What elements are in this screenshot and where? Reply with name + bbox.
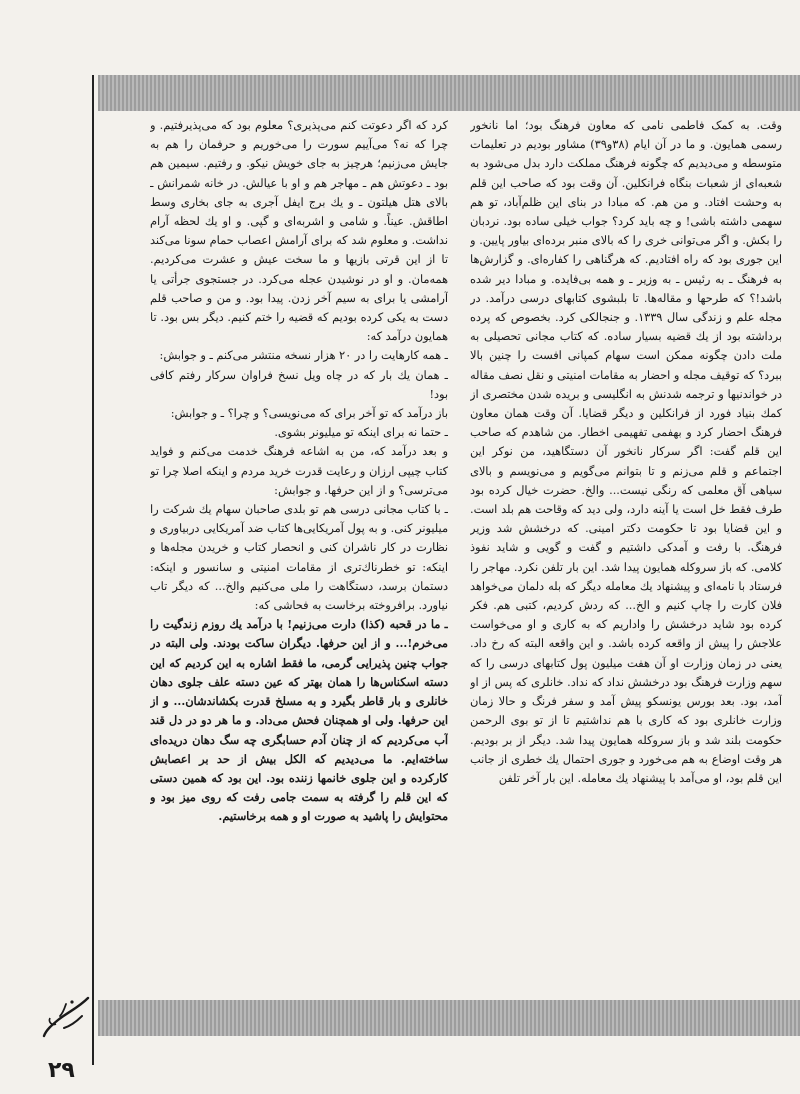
paragraph: ـ با کتاب مجانی درسی هم تو بلدی صاحبان سهام یك شرکت را میلیونر کنی. و به پول آمریکایی‌ها کتاب ضد آمریکایی دربیاوری و نظارت در کار ناشران کنی و انحصار کتاب و خریدن مجله‌ها و اینکه: تو خطرناك‌تری از مقامات امنیتی و سانسور و اینکه: دستمان برسد، دستگاهت را ملی می‌کنیم والخ... که دیگر تاب نیاورد. برافروخته برخاست به فحاشی که: <box>150 503 448 613</box>
paragraph: کرد که اگر دعوتت کنم می‌پذیری؟ معلوم بود که می‌پذیرفتیم. و چرا که نه؟ می‌آییم سورت را می‌خوریم و حرفمان را هم به جایش می‌زنیم؛ هرچیز به جای خویش نیکو. و رفتیم. سیمین هم بود ـ دعوتش هم ـ مهاجر هم و او با عیالش. در خانه شمرانش ـ بالای هتل هیلتون ـ و یك برج ایفل آجری به جای بخاری وسط اطاقش. عیناً. و شامی و اشربه‌ای و گپی. و او یك لحظه آرام نداشت. و معلوم شد که برای آرامش اعصاب حمام سونا می‌کند تا از این قرتی بازیها و ما سخت عیش و عشرت می‌کردیم. همه‌مان. و او در نوشیدن عجله می‌کرد. در جستجوی جرأتی یا آرامشی یا برای به سیم آخر زدن. پیدا بود. و من و صاحب قلم دست به یکی کرده بودیم که قضیه را ختم کنیم. دیگر بس بود. تا همایون درآمد که: <box>150 119 448 344</box>
paragraph: ـ همه کارهایت را در ۲۰ هزار نسخه منتشر می‌کنم ـ و جوابش: <box>159 349 448 363</box>
paragraph: باز درآمد که تو آخر برای که می‌نویسی؟ و چرا؟ ـ و جوابش: <box>170 407 448 421</box>
paragraph: ـ ما در قحبه (کذا) دارت می‌زنیم! با درآمد یك روزم زندگیت را می‌خرم!... و از این حرفها. دیگران ساکت بودند. ولی البته در جواب چنین پذیرایی گرمی، ما فقط اشاره به این کردیم که این دسته اسکناس‌ها را همان بهتر که عین دسته علف جلوی دهان خانلری و بار قاطر بگیرد و به مسلخ قدرت بکشاندشان... و از این حرفها. ولی او همچنان فحش می‌داد. و ما هر دو در دل قند آب می‌کردیم که از چنان آدم حسابگری چه سگ دهان دریده‌ای ساخته‌ایم. ما می‌دیدیم که الکل بیش از حد بر اعصابش کارکرده و این جلوی خانمها زننده بود. این بود که همین دستی که این قلم را گرفته به سمت جامی رفت که روی میز بود و محتوایش را پاشید به صورت او و همه برخاستیم. <box>150 617 448 824</box>
page-number: ۲۹ <box>48 1058 75 1083</box>
paragraph: وقت. به کمک فاطمی نامی که معاون فرهنگ بود؛ اما نانخور رسمی همایون. و ما در آن ایام (۳۸و۳۹) مشاور بودیم در تعلیمات متوسطه و می‌دیدیم که چگونه فرهنگ مملکت دارد بدل می‌شود به شعبه‌ای از شعبات بنگاه فرانکلین. آن وقت بود که صاحب این قلم به وحشت افتاد. و من هم. که مبادا در بنای این ظلم‌آباد، تو هم سهمی داشته باشی! و چه باید کرد؟ جواب خیلی ساده بود. نردبان را بکش. و اگر می‌توانی خری را که بالای منبر برده‌ای بیاور پایین. و این جوری بود که راه افتادیم. که هرگناهی را کفاره‌ای. و گزارش‌ها به فرهنگ ـ به رئیس ـ به وزیر ـ و همه بی‌فایده. و مبادا دیر شده باشد!؟ که طرحها و مقاله‌ها. تا بلبشوی کتابهای درسی درآمد. در مجله علم و زندگی سال ۱۳۳۹. و جنجالکی کرد. بخصوص که پرده برداشته بود از یك قضیه بسیار ساده. که کتاب مجانی تحصیلی به ملت دادن چگونه ممکن است سهام کمپانی افست را چنین بالا ببرد؟ که توقیف مجله و احضار به مقامات امنیتی و نقل نصف مقاله در خواندنیها و ترجمه شدنش به انگلیسی و بریده شدن مختصری از کمك بنیاد فورد از فرانکلین و دیگر قضایا. آن وقت همان معاون فرهنگ احضار کرد و بهفمی تفهیمی اخطار. من شاهدم که صاحب این قلم گفت: اگر سرکار نانخور آن دستگاهید، من نوکر این اجتماعم و قلم می‌زنم و تا بتوانم می‌گویم و می‌نویسم و بالای سیاهی آق معلمی که رنگی نیست... والخ. حضرت خیال کرده بود طرف فقط خل است یا آینه دارد، ولی دید که وقاحت هم بلد است. و این قضایا بود تا حکومت دکتر امینی. که درخشش شد وزیر فرهنگ. با رفت و آمدکی داشتیم و گفت و گویی و شاید نفوذ کلامی. که باز سروکله همایون پیدا شد. این بار تلفن نکرد. مهاجر را فرستاد با نامه‌ای و پیشنهاد یك معامله دیگر که بله دلمان می‌خواهد فلان کارت را چاپ کنیم و الخ... که ردش کردیم، کتبی هم. فکر کرده بود شاید درخشش را واداریم که به کاری و او می‌خواست علاجش را پیش از واقعه کرده باشد. و این واقعه البته که رخ داد. یعنی در زمان وزارت او آن هفت میلیون پول کتابهای درسی را که سهم وزارت فرهنگ بود درخشش نداد که نداد. خانلری که پس از او آمد، بود. بعد بورس یونسکو پیش آمد و سفر فرنگ و حالا زمان وزارت خانلری بود که کاری با هم نداشتیم تا از تو بوی الرحمن حکومت بلند شد و باز سروکله همایون پیدا شد. دیگر از بر بودیم. هر وقت اوضاع به هم می‌خورد و جوری احتمال یك خطری از جانب این قلم بود، او می‌آمد با پیشنهاد یك معامله. این بار آخر تلفن <box>470 119 782 785</box>
paragraph: و بعد درآمد که، من به اشاعه فرهنگ خدمت می‌کنم و فواید کتاب چیپی ارزان و رعایت قدرت خرید مردم و اینکه اصلا چرا تو می‌ترسی؟ و از این حرفها. و جوابش: <box>150 445 448 497</box>
margin-rule <box>92 75 94 1065</box>
text-column-right <box>470 116 782 996</box>
text-column-left <box>150 116 448 996</box>
footer-band <box>98 1000 800 1036</box>
header-band <box>98 75 800 111</box>
paragraph: ـ همان یك بار که در چاه ویل نسخ فراوان سرکار رفتم کافی بود! <box>150 368 448 401</box>
magazine-logo-icon <box>38 990 93 1040</box>
paragraph: ـ حتما نه برای اینکه تو میلیونر بشوی. <box>274 426 448 440</box>
